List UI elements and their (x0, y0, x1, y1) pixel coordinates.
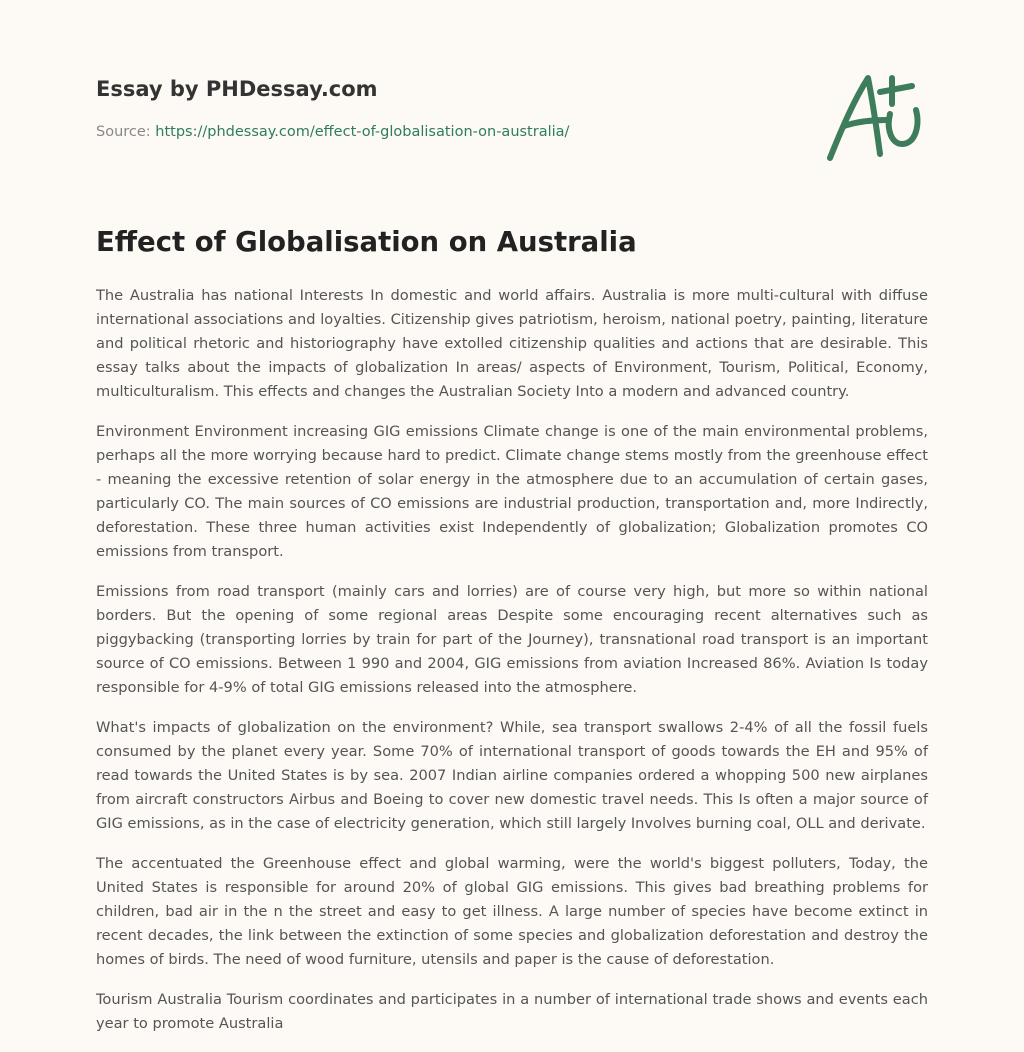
paragraph: Emissions from road transport (mainly cars and lorries) are of course very high, but more so within national borders. But the opening of some regional areas Despite some encouraging recent alternatives such as piggybacking (transporting lorries by train for part of the Journey), transnational road transport is an important source of CO emissions. Between 1 990 and 2004, GIG emissions from aviation Increased 86%. Aviation Is today responsible for 4-9% of total GIG emissions released into the atmosphere. (96, 583, 928, 696)
source-label: Source: (96, 124, 156, 140)
site-title: Essay by PHDessay.com (96, 77, 378, 101)
paragraph: What's impacts of globalization on the environment? While, sea transport swallows 2-4% of all the fossil fuels consumed by the planet every year. Some 70% of international transport of goods towards the EH and 95% of read towards the United States is by sea. 2007 Indian airline companies ordered a whopping 500 new airplanes from aircraft constructors Airbus and Boeing to cover new domestic travel needs. This Is often a major source of GIG emissions, as in the case of electricity generation, which still largely Involves burning coal, OLL and derivate. (96, 719, 928, 832)
source-line (96, 124, 569, 140)
paragraph: Environment Environment increasing GIG emissions Climate change is one of the main environmental problems, perhaps all the more worrying because hard to predict. Climate change stems mostly from the greenhouse effect - meaning the excessive retention of solar energy in the atmosphere due to an accumulation of certain gases, particularly CO. The main sources of CO emissions are industrial production, transportation and, more Indirectly, deforestation. These three human activities exist Independently of globalization; Globalization promotes CO emissions from transport. (96, 423, 928, 560)
paragraph: The accentuated the Greenhouse effect and global warming, were the world's biggest polluters, Today, the United States is responsible for around 20% of global GIG emissions. This gives bad breathing problems for children, bad air in the n the street and easy to get illness. A large number of species have become extinct in recent decades, the link between the extinction of some species and globalization deforestation and destroy the homes of birds. The need of wood furniture, utensils and paper is the cause of deforestation. (96, 855, 928, 968)
a-plus-grade-icon (820, 68, 928, 164)
source-link[interactable]: https://phdessay.com/effect-of-globalisation-on-australia/ (155, 124, 570, 140)
essay-body (96, 284, 928, 1052)
essay-title: Effect of Globalisation on Australia (96, 226, 637, 258)
paragraph: The Australia has national Interests In domestic and world affairs. Australia is more multi-cultural with diffuse international associations and loyalties. Citizenship gives patriotism, heroism, national poetry, painting, literature and political rhetoric and historiography have extolled citizenship qualities and actions that are desirable. This essay talks about the impacts of globalization In areas/ aspects of Environment, Tourism, Political, Economy, multiculturalism. This effects and changes the Australian Society Into a modern and advanced country. (96, 287, 928, 400)
paragraph: Tourism Australia Tourism coordinates and participates in a number of international trade shows and events each year to promote Australia (96, 991, 928, 1032)
